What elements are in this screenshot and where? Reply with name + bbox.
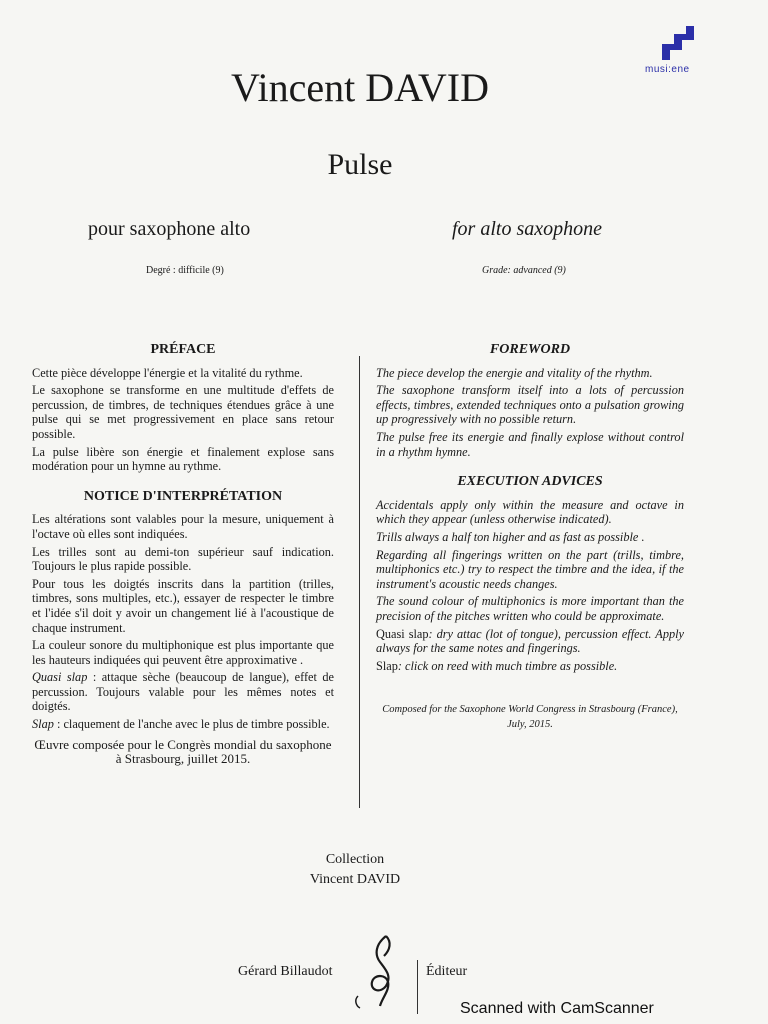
- foreword-paragraph: The piece develop the energie and vitality of the rhythm.: [376, 365, 653, 380]
- collection-label: Collection: [325, 852, 385, 867]
- treble-clef-icon: [352, 930, 412, 1010]
- collection-name: Vincent DAVID: [309, 872, 401, 887]
- slap-paragraph: [32, 717, 334, 732]
- slap-text: : claquement de l'anche avec le plus de timbre possible.: [53, 717, 330, 732]
- foreword-paragraph: The pulse free its energie and finally explose without control in a rhythm hymne.: [376, 429, 684, 459]
- advice-paragraph: The sound colour of multiphonics is more important than the precision of the pitches written who could be approximate.: [376, 594, 684, 623]
- notice-paragraph: Les altérations sont valables pour la mesure, uniquement à l'octave où elles sont indiquées.: [32, 512, 334, 541]
- notice-paragraph: La couleur sonore du multiphonique est plus importante que les hauteurs indiquées qui peuvent être approximative .: [32, 638, 334, 667]
- preface-heading: PRÉFACE: [150, 342, 216, 357]
- notice-heading: NOTICE D'INTERPRÉTATION: [83, 488, 283, 504]
- subtitle-english: for alto saxophone: [452, 218, 602, 240]
- publisher-name: Gérard Billaudot: [238, 964, 333, 979]
- preface-paragraph: Cette pièce développe l'énergie et la vitalité du rythme.: [32, 365, 303, 380]
- english-column: [376, 343, 684, 735]
- composed-note-english: Composed for the Saxophone World Congress in Strasbourg (France), July, 2015.: [382, 704, 678, 730]
- slap-term: Slap: [376, 658, 398, 673]
- preface-paragraph: La pulse libère son énergie et finalement explose sans modération pour un hymne au rythme.: [32, 444, 334, 474]
- advice-paragraph: Accidentals apply only within the measure and octave in which they appear (unless otherwise indicated).: [376, 497, 684, 527]
- quasi-slap-text: : dry attac (lot of tongue), percussion effect. Apply always for the same notes and fingerings.: [376, 626, 684, 656]
- notice-paragraph: Les trilles sont au demi-ton supérieur sauf indication. Toujours le plus rapide possible.: [32, 544, 334, 574]
- slap-term: Slap: [32, 717, 54, 732]
- piece-title: Pulse: [327, 148, 393, 181]
- advices-heading: EXECUTION ADVICES: [457, 474, 603, 490]
- subtitle-french: pour saxophone alto: [88, 218, 251, 240]
- quasi-slap-text: : attaque sèche (beaucoup de langue), effet de percussion. Toujours valable pour les mêmes notes et doigtés.: [32, 670, 335, 714]
- composer-name: Vincent DAVID: [231, 65, 489, 110]
- quasi-slap-paragraph: [376, 627, 684, 656]
- collection-block: [255, 850, 455, 890]
- scanner-watermark: Scanned with CamScanner: [460, 1000, 654, 1017]
- grade-french: Degré : difficile (9): [146, 265, 224, 276]
- logo-text: musi:ene: [645, 64, 690, 75]
- grade-english: Grade: advanced (9): [482, 265, 566, 276]
- foreword-heading: FOREWORD: [489, 342, 571, 357]
- quasi-slap-term: Quasi slap: [376, 626, 429, 641]
- preface-paragraph: Le saxophone se transforme en une multitude d'effets de percussion, de timbres, de techniques étendues grâce à une pulse qui se met progressivement en place sans retour possible.: [32, 383, 334, 441]
- column-divider: [359, 356, 360, 808]
- publisher-role: Éditeur: [426, 964, 468, 979]
- composed-note-french: Œuvre composée pour le Congrès mondial du saxophone à Strasbourg, juillet 2015.: [34, 736, 332, 767]
- french-column: [32, 343, 334, 770]
- quasi-slap-paragraph: [32, 670, 334, 714]
- advice-paragraph: Trills always a half ton higher and as fast as possible .: [376, 529, 645, 544]
- notice-paragraph: Pour tous les doigtés inscrits dans la partition (trilles, timbres, sons multiples, etc.), essayer de respecter le timbre et l'idée s'il doit y avoir un changement lié à l'acoustique de chaque instrument.: [32, 576, 334, 635]
- foreword-paragraph: The saxophone transform itself into a lots of percussion effects, timbres, extended techniques onto a pulsation growing up progressively with no possible return.: [376, 383, 684, 427]
- slap-paragraph: [376, 659, 684, 674]
- advice-paragraph: Regarding all fingerings written on the part (trills, timbre, multiphonics etc.) try to respect the timbre and the idea, if the instrument's acoustic needs changes.: [376, 547, 684, 591]
- slap-text: : click on reed with much timbre as possible.: [397, 658, 618, 673]
- quasi-slap-term: Quasi slap: [32, 670, 88, 685]
- publisher-divider: [417, 960, 418, 1014]
